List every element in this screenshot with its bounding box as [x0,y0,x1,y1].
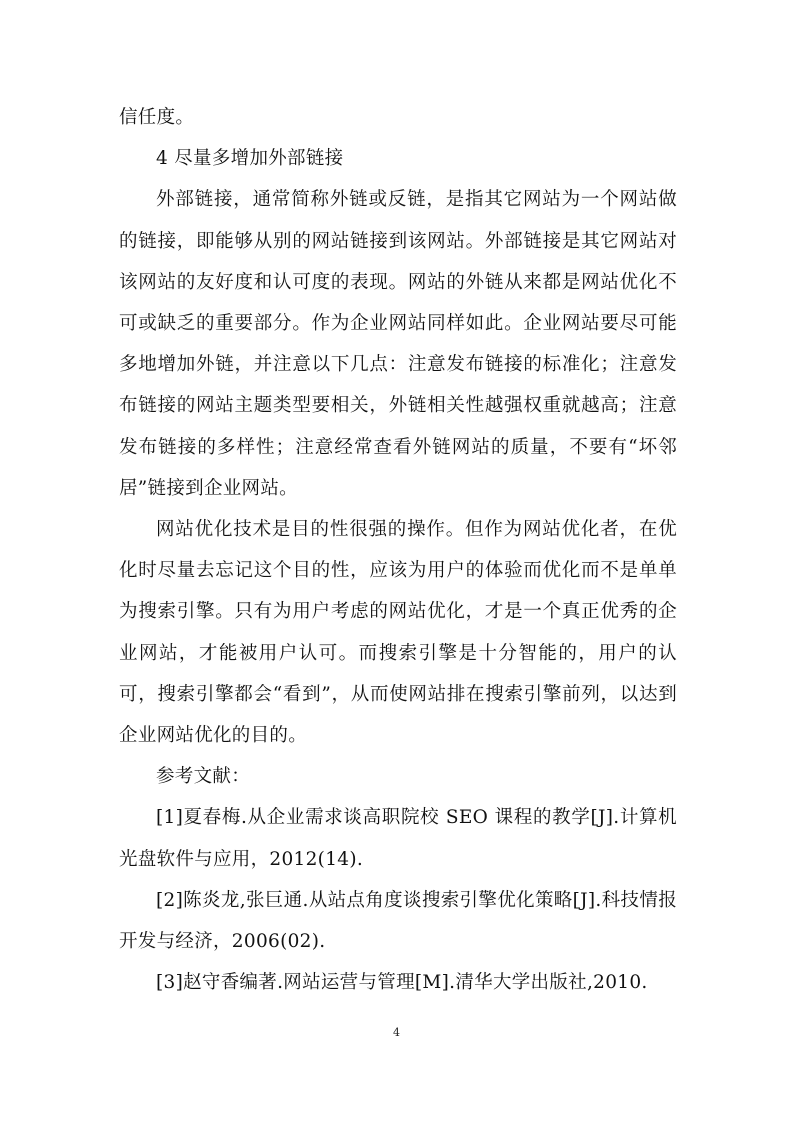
reference-item-1: [1]夏春梅.从企业需求谈高职院校 SEO 课程的教学[J].计算机光盘软件与应用，2012(14). [119,807,677,870]
paragraph-continuation: 信任度。 [119,107,195,128]
section-heading: 4 尽量多增加外部链接 [156,148,344,170]
reference-item-3: [3]赵守香编著.网站运营与管理[M].清华大学出版社,2010. [156,972,648,994]
references-heading: 参考文献： [156,766,251,788]
paragraph-external-links: 外部链接，通常简称外链或反链，是指其它网站为一个网站做的链接，即能够从别的网站链接到该网站。外部链接是其它网站对该网站的友好度和认可度的表现。网站的外链从来都是网站优化不可或缺乏的重要部分。作为企业网站同样如此。企业网站要尽可能多地增加外链，并注意以下几点：注意发布链接的标准化；注意发布链接的网站主题类型要相关，外链相关性越强权重就越高；注意发布链接的多样性；注意经常查看外链网站的质量，不要有“坏邻居”链接到企业网站。 [119,189,677,499]
reference-item-2: [2]陈炎龙,张巨通.从站点角度谈搜索引擎优化策略[J].科技情报开发与经济，2006(02). [119,889,677,953]
paragraph-conclusion: 网站优化技术是目的性很强的操作。但作为网站优化者，在优化时尽量去忘记这个目的性，应该为用户的体验而优化而不是单单为搜索引擎。只有为用户考虑的网站优化，才是一个真正优秀的企业网站，才能被用户认可。而搜索引擎是十分智能的，用户的认可，搜索引擎都会“看到”，从而使网站排在搜索引擎前列，以达到企业网站优化的目的。 [119,519,677,747]
page-number: 4 [393,1026,400,1039]
body-text [119,97,677,1003]
